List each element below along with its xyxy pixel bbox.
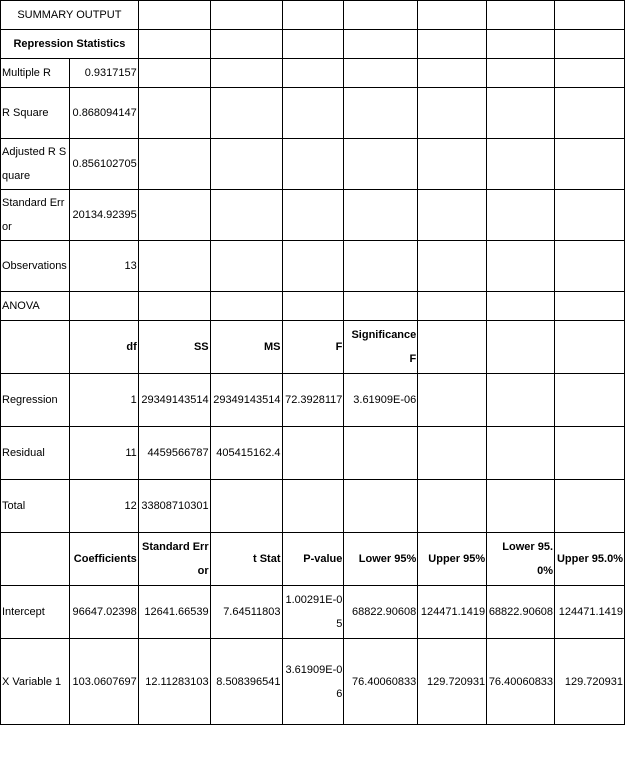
cell[interactable] [418, 88, 487, 139]
anova-row-label[interactable]: Regression [1, 374, 70, 427]
coef-header-lower-95[interactable]: Lower 95% [344, 533, 418, 586]
cell[interactable] [418, 30, 487, 59]
cell[interactable] [487, 88, 555, 139]
cell[interactable] [138, 59, 210, 88]
cell[interactable] [69, 292, 138, 321]
coef-t-stat[interactable]: 8.508396541 [210, 639, 282, 725]
stat-label-standard-error[interactable]: Standard Error [1, 190, 70, 241]
anova-significance-f[interactable] [344, 480, 418, 533]
coef-upper-95-0[interactable]: 129.720931 [555, 639, 625, 725]
cell[interactable] [418, 59, 487, 88]
cell[interactable] [282, 292, 344, 321]
anova-significance-f[interactable] [344, 427, 418, 480]
stat-value-observations[interactable]: 13 [69, 241, 138, 292]
anova-ms[interactable]: 29349143514 [210, 374, 282, 427]
cell[interactable] [210, 30, 282, 59]
cell[interactable] [418, 480, 487, 533]
cell[interactable] [418, 190, 487, 241]
cell[interactable] [555, 88, 625, 139]
coef-header-upper-95-0[interactable]: Upper 95.0% [555, 533, 625, 586]
anova-f[interactable]: 72.3928117 [282, 374, 344, 427]
anova-ss[interactable]: 33808710301 [138, 480, 210, 533]
coef-p-value[interactable]: 1.00291E-05 [282, 586, 344, 639]
coef-standard-error[interactable]: 12.11283103 [138, 639, 210, 725]
cell[interactable] [555, 427, 625, 480]
cell[interactable] [418, 427, 487, 480]
cell[interactable] [210, 292, 282, 321]
coef-header-coefficients[interactable]: Coefficients [69, 533, 138, 586]
coef-header-t-stat[interactable]: t Stat [210, 533, 282, 586]
anova-significance-f[interactable]: 3.61909E-06 [344, 374, 418, 427]
cell[interactable] [555, 292, 625, 321]
cell[interactable] [210, 139, 282, 190]
cell[interactable] [344, 59, 418, 88]
cell[interactable] [555, 59, 625, 88]
cell[interactable] [487, 292, 555, 321]
coef-t-stat[interactable]: 7.64511803 [210, 586, 282, 639]
summary-output-title[interactable]: SUMMARY OUTPUT [1, 1, 139, 30]
cell[interactable] [138, 190, 210, 241]
cell[interactable] [555, 1, 625, 30]
anova-header-df[interactable]: df [69, 321, 138, 374]
cell[interactable] [138, 139, 210, 190]
coef-coefficient[interactable]: 96647.02398 [69, 586, 138, 639]
coef-row-label[interactable]: Intercept [1, 586, 70, 639]
cell[interactable] [487, 30, 555, 59]
cell[interactable] [487, 480, 555, 533]
cell[interactable] [210, 190, 282, 241]
coef-header-blank[interactable] [1, 533, 70, 586]
coef-upper-95-0[interactable]: 124471.1419 [555, 586, 625, 639]
stat-value-r-square[interactable]: 0.868094147 [69, 88, 138, 139]
coef-lower-95-0[interactable]: 68822.90608 [487, 586, 555, 639]
cell[interactable] [282, 59, 344, 88]
cell[interactable] [282, 1, 344, 30]
cell[interactable] [344, 190, 418, 241]
stat-label-multiple-r[interactable]: Multiple R [1, 59, 70, 88]
anova-row-label[interactable]: Total [1, 480, 70, 533]
coef-header-upper-95[interactable]: Upper 95% [418, 533, 487, 586]
coef-header-standard-error[interactable]: Standard Error [138, 533, 210, 586]
stat-label-observations[interactable]: Observations [1, 241, 70, 292]
anova-ms[interactable]: 405415162.4 [210, 427, 282, 480]
cell[interactable] [138, 1, 210, 30]
anova-header-ss[interactable]: SS [138, 321, 210, 374]
coef-standard-error[interactable]: 12641.66539 [138, 586, 210, 639]
anova-df[interactable]: 12 [69, 480, 138, 533]
coef-header-lower-95-0[interactable]: Lower 95.0% [487, 533, 555, 586]
cell[interactable] [210, 241, 282, 292]
cell[interactable] [487, 190, 555, 241]
cell[interactable] [138, 292, 210, 321]
cell[interactable] [344, 1, 418, 30]
stat-label-adjusted-r-square[interactable]: Adjusted R Square [1, 139, 70, 190]
coef-upper-95[interactable]: 124471.1419 [418, 586, 487, 639]
stat-value-standard-error[interactable]: 20134.92395 [69, 190, 138, 241]
cell[interactable] [555, 321, 625, 374]
anova-f[interactable] [282, 480, 344, 533]
anova-header-ms[interactable]: MS [210, 321, 282, 374]
coef-lower-95-0[interactable]: 76.40060833 [487, 639, 555, 725]
coef-header-p-value[interactable]: P-value [282, 533, 344, 586]
anova-row-label[interactable]: Residual [1, 427, 70, 480]
coef-coefficient[interactable]: 103.0607697 [69, 639, 138, 725]
cell[interactable] [210, 88, 282, 139]
coef-row-label[interactable]: X Variable 1 [1, 639, 70, 725]
cell[interactable] [487, 241, 555, 292]
cell[interactable] [487, 59, 555, 88]
anova-header-f[interactable]: F [282, 321, 344, 374]
cell[interactable] [344, 292, 418, 321]
anova-ss[interactable]: 4459566787 [138, 427, 210, 480]
regression-statistics-heading[interactable]: Repression Statistics [1, 30, 139, 59]
cell[interactable] [555, 480, 625, 533]
cell[interactable] [344, 88, 418, 139]
cell[interactable] [282, 139, 344, 190]
cell[interactable] [282, 190, 344, 241]
cell[interactable] [282, 241, 344, 292]
stat-label-r-square[interactable]: R Square [1, 88, 70, 139]
anova-f[interactable] [282, 427, 344, 480]
coef-lower-95[interactable]: 76.40060833 [344, 639, 418, 725]
cell[interactable] [418, 139, 487, 190]
stat-value-multiple-r[interactable]: 0.9317157 [69, 59, 138, 88]
cell[interactable] [210, 1, 282, 30]
anova-df[interactable]: 11 [69, 427, 138, 480]
cell[interactable] [555, 139, 625, 190]
cell[interactable] [282, 30, 344, 59]
cell[interactable] [282, 88, 344, 139]
cell[interactable] [138, 241, 210, 292]
cell[interactable] [418, 1, 487, 30]
anova-df[interactable]: 1 [69, 374, 138, 427]
cell[interactable] [210, 59, 282, 88]
anova-header-blank[interactable] [1, 321, 70, 374]
cell[interactable] [418, 321, 487, 374]
cell[interactable] [418, 374, 487, 427]
cell[interactable] [487, 1, 555, 30]
cell[interactable] [487, 321, 555, 374]
coef-p-value[interactable]: 3.61909E-06 [282, 639, 344, 725]
cell[interactable] [487, 374, 555, 427]
cell[interactable] [418, 241, 487, 292]
cell[interactable] [138, 30, 210, 59]
cell[interactable] [555, 30, 625, 59]
cell[interactable] [555, 241, 625, 292]
anova-ss[interactable]: 29349143514 [138, 374, 210, 427]
cell[interactable] [344, 241, 418, 292]
coef-upper-95[interactable]: 129.720931 [418, 639, 487, 725]
cell[interactable] [344, 30, 418, 59]
coef-lower-95[interactable]: 68822.90608 [344, 586, 418, 639]
cell[interactable] [487, 139, 555, 190]
cell[interactable] [138, 88, 210, 139]
stat-value-adjusted-r-square[interactable]: 0.856102705 [69, 139, 138, 190]
anova-header-significance-f[interactable]: Significance F [344, 321, 418, 374]
cell[interactable] [487, 427, 555, 480]
anova-heading[interactable]: ANOVA [1, 292, 70, 321]
cell[interactable] [418, 292, 487, 321]
anova-ms[interactable] [210, 480, 282, 533]
cell[interactable] [344, 139, 418, 190]
cell[interactable] [555, 374, 625, 427]
cell[interactable] [555, 190, 625, 241]
